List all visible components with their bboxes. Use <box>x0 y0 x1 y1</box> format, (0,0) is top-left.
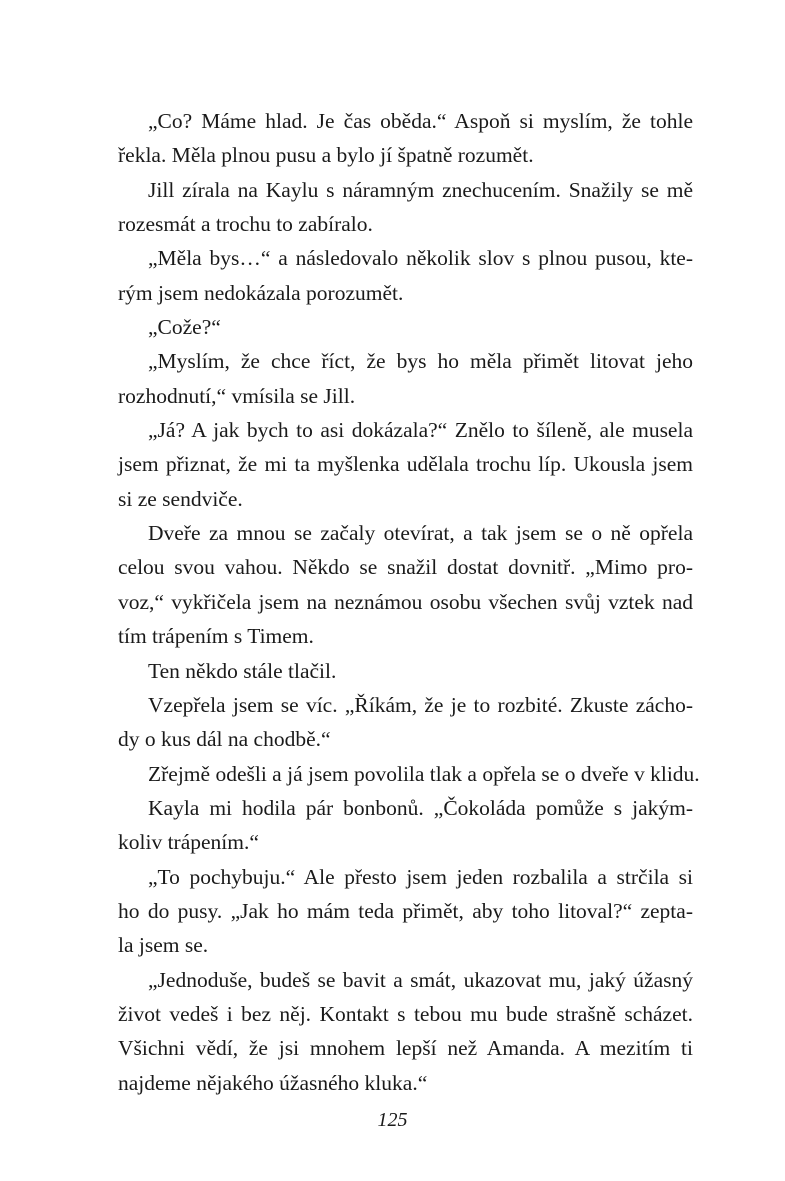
text-line: Všichni vědí, že jsi mnohem lepší než Amanda. A mezitím ti <box>118 1036 693 1061</box>
text-line: „Myslím, že chce říct, že bys ho měla přimět litovat jeho <box>148 349 693 374</box>
text-line: Zřejmě odešli a já jsem povolila tlak a opřela se o dveře v klidu. <box>148 761 700 786</box>
text-line: ho do pusy. „Jak ho mám teda přimět, aby toho litoval?“ zepta- <box>118 898 693 923</box>
text-line: „Já? A jak bych to asi dokázala?“ Znělo to šíleně, ale musela <box>148 418 693 443</box>
paragraph <box>118 688 693 757</box>
text-line: Kayla mi hodila pár bonbonů. „Čokoláda pomůže s jakým- <box>148 795 693 820</box>
text-line: „Měla bys…“ a následovalo několik slov s plnou pusou, kte- <box>148 246 693 271</box>
text-line: la jsem se. <box>118 933 209 958</box>
text-line: Jill zírala na Kaylu s náramným znechucením. Snažily se mě <box>148 177 693 202</box>
text-line: voz,“ vykřičela jsem na neznámou osobu všechen svůj vztek nad <box>118 589 693 614</box>
text-line: si ze sendviče. <box>118 486 243 511</box>
paragraph <box>118 344 693 413</box>
paragraph <box>118 757 700 791</box>
paragraph <box>118 241 693 310</box>
paragraph <box>118 173 693 242</box>
text-line: řekla. Měla plnou pusu a bylo jí špatně rozumět. <box>118 143 534 168</box>
text-line: celou svou vahou. Někdo se snažil dostat dovnitř. „Mimo pro- <box>118 555 693 580</box>
text-line: Dveře za mnou se začaly otevírat, a tak jsem se o ně opřela <box>148 521 693 546</box>
paragraph <box>118 413 693 516</box>
text-line: Ten někdo stále tlačil. <box>148 658 337 683</box>
text-line: rozhodnutí,“ vmísila se Jill. <box>118 383 356 408</box>
text-line: „Jednoduše, budeš se bavit a smát, ukazovat mu, jaký úžasný <box>148 967 693 992</box>
paragraph <box>118 860 693 963</box>
text-line: jsem přiznat, že mi ta myšlenka udělala trochu líp. Ukousla jsem <box>118 452 693 477</box>
paragraph <box>118 516 693 653</box>
paragraph <box>118 791 693 860</box>
text-line: Vzepřela jsem se víc. „Říkám, že je to rozbité. Zkuste zácho- <box>148 692 693 717</box>
text-line: „Co? Máme hlad. Je čas oběda.“ Aspoň si myslím, že tohle <box>148 109 693 133</box>
text-line: koliv trápením.“ <box>118 830 259 855</box>
paragraph <box>118 963 693 1100</box>
text-line: „To pochybuju.“ Ale přesto jsem jeden rozbalila a strčila si <box>148 864 693 889</box>
text-line: rým jsem nedokázala porozumět. <box>118 280 404 305</box>
text-line: najdeme nějakého úžasného kluka.“ <box>118 1070 428 1095</box>
paragraph <box>118 104 693 173</box>
text-line: život vedeš i bez něj. Kontakt s tebou mu bude strašně scházet. <box>118 1001 693 1026</box>
paragraph <box>118 654 693 688</box>
page-number: 125 <box>377 1109 408 1131</box>
text-line: rozesmát a trochu to zabíralo. <box>118 212 373 237</box>
text-line: „Cože?“ <box>148 315 221 340</box>
body-text <box>118 104 700 1100</box>
text-line: dy o kus dál na chodbě.“ <box>118 727 331 752</box>
paragraph <box>118 310 693 344</box>
text-line: tím trápením s Timem. <box>118 624 314 649</box>
